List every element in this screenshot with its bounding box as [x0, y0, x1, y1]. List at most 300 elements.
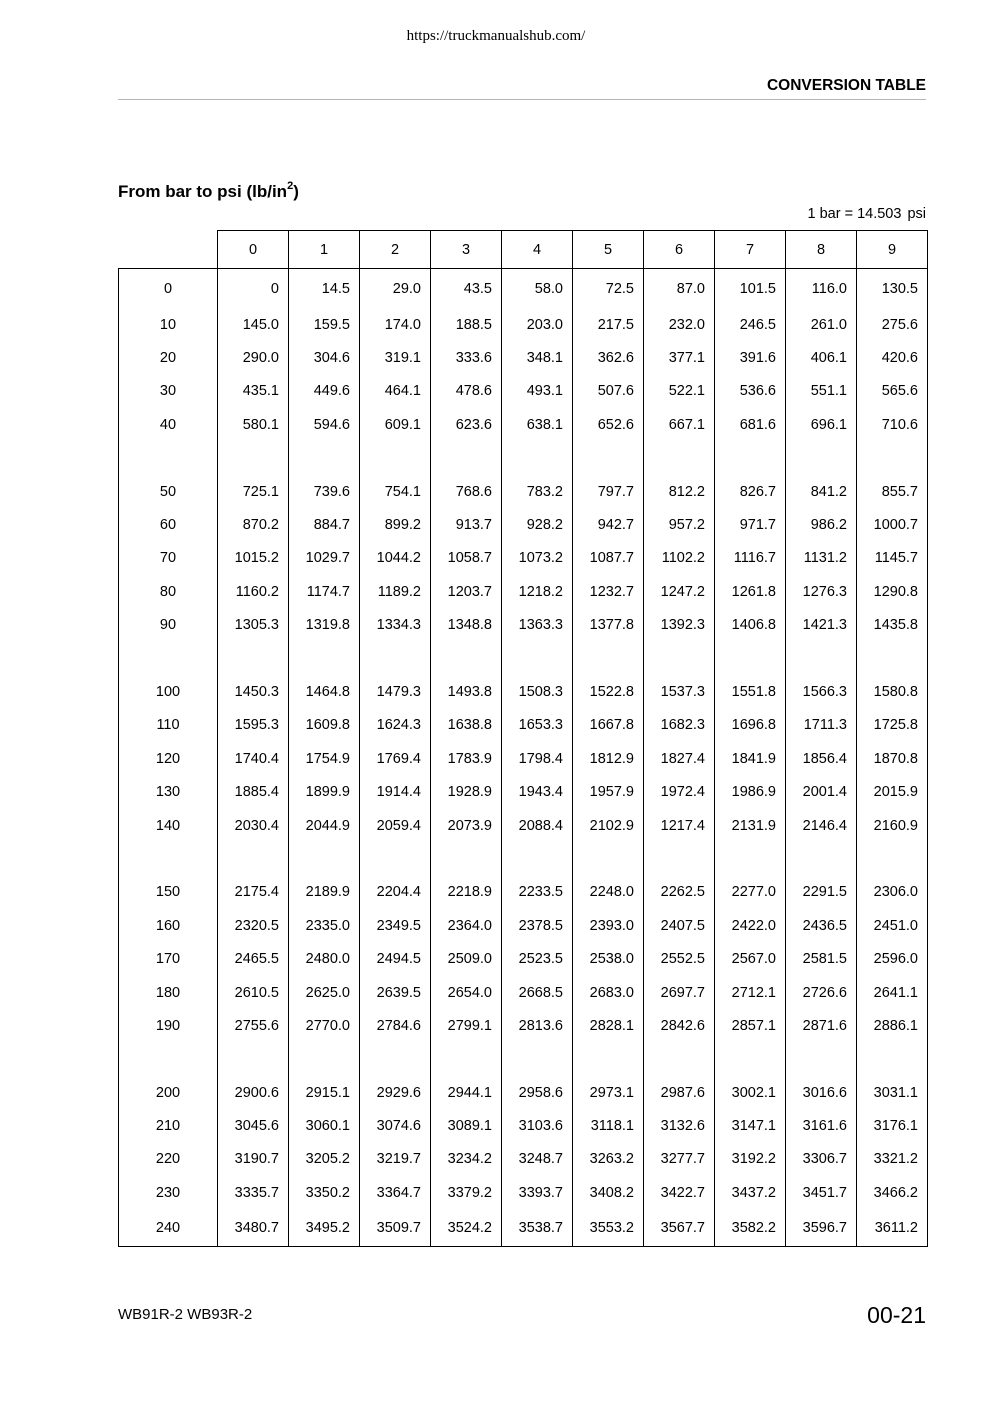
table-cell: 2451.0: [857, 909, 928, 942]
column-header: 3: [431, 231, 502, 269]
table-cell: 3480.7: [218, 1210, 289, 1247]
table-cell: 536.6: [715, 375, 786, 408]
spacer-cell: [289, 1043, 360, 1076]
table-cell: 1377.8: [573, 609, 644, 642]
row-label: 100: [119, 675, 218, 708]
spacer-cell: [431, 842, 502, 875]
table-cell: 478.6: [431, 375, 502, 408]
table-cell: 3161.6: [786, 1109, 857, 1142]
row-label: 120: [119, 742, 218, 775]
table-cell: 2915.1: [289, 1076, 360, 1109]
table-cell: 1247.2: [644, 575, 715, 608]
row-label: 180: [119, 976, 218, 1009]
table-cell: 1928.9: [431, 775, 502, 808]
row-label: 220: [119, 1143, 218, 1176]
table-cell: 1087.7: [573, 542, 644, 575]
table-cell: 1145.7: [857, 542, 928, 575]
table-cell: 1479.3: [360, 675, 431, 708]
factor-unit: psi: [907, 206, 926, 222]
table-cell: 2842.6: [644, 1009, 715, 1042]
table-cell: 3060.1: [289, 1109, 360, 1142]
table-cell: 2857.1: [715, 1009, 786, 1042]
table-cell: 2465.5: [218, 942, 289, 975]
table-cell: 2538.0: [573, 942, 644, 975]
table-cell: 2625.0: [289, 976, 360, 1009]
spacer-cell: [119, 1043, 218, 1076]
table-cell: 1073.2: [502, 542, 573, 575]
table-cell: 2813.6: [502, 1009, 573, 1042]
table-cell: 2958.6: [502, 1076, 573, 1109]
table-cell: 1174.7: [289, 575, 360, 608]
table-cell: 1595.3: [218, 709, 289, 742]
table-cell: 580.1: [218, 408, 289, 441]
table-cell: 2509.0: [431, 942, 502, 975]
table-row: [119, 775, 928, 808]
row-label: 150: [119, 876, 218, 909]
table-cell: 1537.3: [644, 675, 715, 708]
table-cell: 464.1: [360, 375, 431, 408]
table-cell: 1725.8: [857, 709, 928, 742]
table-cell: 1580.8: [857, 675, 928, 708]
table-cell: 609.1: [360, 408, 431, 441]
table-cell: 2364.0: [431, 909, 502, 942]
table-cell: 681.6: [715, 408, 786, 441]
table-cell: 3611.2: [857, 1210, 928, 1247]
table-cell: 1624.3: [360, 709, 431, 742]
column-header: 1: [289, 231, 360, 269]
table-cell: 261.0: [786, 308, 857, 341]
table-cell: 2712.1: [715, 976, 786, 1009]
table-cell: 3031.1: [857, 1076, 928, 1109]
table-cell: 2030.4: [218, 809, 289, 842]
table-row: [119, 1109, 928, 1142]
spacer-cell: [431, 442, 502, 475]
table-cell: 1464.8: [289, 675, 360, 708]
table-cell: 870.2: [218, 508, 289, 541]
table-cell: 1160.2: [218, 575, 289, 608]
row-label: 110: [119, 709, 218, 742]
table-cell: 116.0: [786, 269, 857, 309]
spacer-cell: [119, 842, 218, 875]
table-cell: 2641.1: [857, 976, 928, 1009]
table-cell: 1348.8: [431, 609, 502, 642]
table-row: [119, 809, 928, 842]
table-cell: 3045.6: [218, 1109, 289, 1142]
table-cell: 2102.9: [573, 809, 644, 842]
table-cell: 3248.7: [502, 1143, 573, 1176]
table-cell: 1740.4: [218, 742, 289, 775]
row-label: 190: [119, 1009, 218, 1042]
table-cell: 1363.3: [502, 609, 573, 642]
table-cell: 3350.2: [289, 1176, 360, 1209]
table-cell: 2160.9: [857, 809, 928, 842]
table-cell: 3118.1: [573, 1109, 644, 1142]
row-label: 60: [119, 508, 218, 541]
table-cell: 2944.1: [431, 1076, 502, 1109]
table-cell: 130.5: [857, 269, 928, 309]
spacer-cell: [431, 642, 502, 675]
table-cell: 855.7: [857, 475, 928, 508]
table-cell: 1653.3: [502, 709, 573, 742]
table-cell: 2987.6: [644, 1076, 715, 1109]
conversion-table: [118, 230, 928, 1247]
table-cell: 3524.2: [431, 1210, 502, 1247]
table-cell: 72.5: [573, 269, 644, 309]
spacer-cell: [857, 442, 928, 475]
table-cell: 2581.5: [786, 942, 857, 975]
table-cell: 1943.4: [502, 775, 573, 808]
table-cell: 2248.0: [573, 876, 644, 909]
table-cell: 754.1: [360, 475, 431, 508]
table-cell: 1696.8: [715, 709, 786, 742]
table-cell: 3379.2: [431, 1176, 502, 1209]
table-cell: 1754.9: [289, 742, 360, 775]
table-cell: 3495.2: [289, 1210, 360, 1247]
table-cell: 232.0: [644, 308, 715, 341]
table-cell: 1406.8: [715, 609, 786, 642]
table-row: [119, 308, 928, 341]
table-cell: 1769.4: [360, 742, 431, 775]
table-cell: 1812.9: [573, 742, 644, 775]
row-label: 50: [119, 475, 218, 508]
table-cell: 2973.1: [573, 1076, 644, 1109]
group-spacer: [119, 642, 928, 675]
table-cell: 942.7: [573, 508, 644, 541]
spacer-cell: [715, 642, 786, 675]
table-cell: 3451.7: [786, 1176, 857, 1209]
table-row: [119, 942, 928, 975]
column-header: 7: [715, 231, 786, 269]
table-cell: 667.1: [644, 408, 715, 441]
table-cell: 2596.0: [857, 942, 928, 975]
table-cell: 2929.6: [360, 1076, 431, 1109]
table-cell: 290.0: [218, 341, 289, 374]
table-cell: 2059.4: [360, 809, 431, 842]
table-cell: 3205.2: [289, 1143, 360, 1176]
table-cell: 145.0: [218, 308, 289, 341]
table-cell: 1334.3: [360, 609, 431, 642]
spacer-cell: [786, 842, 857, 875]
factor-text: 1 bar = 14.503: [807, 206, 902, 222]
table-cell: 2900.6: [218, 1076, 289, 1109]
table-row: [119, 269, 928, 309]
table-row: [119, 742, 928, 775]
table-cell: 3335.7: [218, 1176, 289, 1209]
table-cell: 3103.6: [502, 1109, 573, 1142]
table-cell: 3263.2: [573, 1143, 644, 1176]
table-row: [119, 976, 928, 1009]
table-cell: 1058.7: [431, 542, 502, 575]
spacer-cell: [502, 842, 573, 875]
table-cell: 3190.7: [218, 1143, 289, 1176]
table-cell: 1290.8: [857, 575, 928, 608]
table-cell: 1131.2: [786, 542, 857, 575]
row-label: 170: [119, 942, 218, 975]
table-cell: 1972.4: [644, 775, 715, 808]
table-cell: 1885.4: [218, 775, 289, 808]
group-spacer: [119, 442, 928, 475]
table-row: [119, 341, 928, 374]
column-header: 2: [360, 231, 431, 269]
spacer-cell: [573, 1043, 644, 1076]
table-row: [119, 1009, 928, 1042]
column-header: 8: [786, 231, 857, 269]
table-cell: 3132.6: [644, 1109, 715, 1142]
row-label: 30: [119, 375, 218, 408]
table-cell: 2567.0: [715, 942, 786, 975]
spacer-cell: [502, 1043, 573, 1076]
table-cell: 565.6: [857, 375, 928, 408]
table-cell: 362.6: [573, 341, 644, 374]
table-cell: 2436.5: [786, 909, 857, 942]
table-cell: 2088.4: [502, 809, 573, 842]
table-cell: 2726.6: [786, 976, 857, 1009]
table-cell: 3582.2: [715, 1210, 786, 1247]
column-header: 4: [502, 231, 573, 269]
table-cell: 1609.8: [289, 709, 360, 742]
table-cell: 435.1: [218, 375, 289, 408]
table-cell: 986.2: [786, 508, 857, 541]
table-cell: 2378.5: [502, 909, 573, 942]
spacer-cell: [786, 642, 857, 675]
table-cell: 2683.0: [573, 976, 644, 1009]
table-cell: 1957.9: [573, 775, 644, 808]
heading-superscript: 2: [287, 180, 294, 192]
table-cell: 203.0: [502, 308, 573, 341]
table-cell: 507.6: [573, 375, 644, 408]
spacer-cell: [218, 642, 289, 675]
table-cell: 841.2: [786, 475, 857, 508]
table-cell: 768.6: [431, 475, 502, 508]
table-row: [119, 675, 928, 708]
table-cell: 928.2: [502, 508, 573, 541]
table-cell: 913.7: [431, 508, 502, 541]
spacer-cell: [644, 442, 715, 475]
table-cell: 1217.4: [644, 809, 715, 842]
table-cell: 391.6: [715, 341, 786, 374]
table-cell: 2189.9: [289, 876, 360, 909]
table-cell: 3089.1: [431, 1109, 502, 1142]
spacer-cell: [786, 1043, 857, 1076]
table-cell: 2204.4: [360, 876, 431, 909]
row-label: 140: [119, 809, 218, 842]
row-label: 70: [119, 542, 218, 575]
table-cell: 2335.0: [289, 909, 360, 942]
table-row: [119, 508, 928, 541]
table-cell: 1856.4: [786, 742, 857, 775]
table-cell: 3306.7: [786, 1143, 857, 1176]
table-cell: 348.1: [502, 341, 573, 374]
table-cell: 3553.2: [573, 1210, 644, 1247]
table-cell: 304.6: [289, 341, 360, 374]
table-cell: 1392.3: [644, 609, 715, 642]
table-cell: 826.7: [715, 475, 786, 508]
table-row: [119, 876, 928, 909]
table-cell: 2146.4: [786, 809, 857, 842]
table-cell: 2218.9: [431, 876, 502, 909]
spacer-cell: [360, 1043, 431, 1076]
row-label: 40: [119, 408, 218, 441]
spacer-cell: [289, 642, 360, 675]
column-header: 9: [857, 231, 928, 269]
table-row: [119, 909, 928, 942]
column-header: 6: [644, 231, 715, 269]
table-cell: 58.0: [502, 269, 573, 309]
table-cell: 1667.8: [573, 709, 644, 742]
table-cell: 1116.7: [715, 542, 786, 575]
table-cell: 522.1: [644, 375, 715, 408]
table-cell: 1189.2: [360, 575, 431, 608]
table-cell: 884.7: [289, 508, 360, 541]
row-label: 240: [119, 1210, 218, 1247]
table-cell: 1276.3: [786, 575, 857, 608]
spacer-cell: [715, 1043, 786, 1076]
table-row: [119, 375, 928, 408]
table-cell: 493.1: [502, 375, 573, 408]
spacer-cell: [502, 642, 573, 675]
spacer-cell: [715, 842, 786, 875]
table-cell: 1435.8: [857, 609, 928, 642]
table-cell: 1421.3: [786, 609, 857, 642]
spacer-cell: [644, 642, 715, 675]
table-cell: 2886.1: [857, 1009, 928, 1042]
table-cell: 101.5: [715, 269, 786, 309]
spacer-cell: [573, 442, 644, 475]
table-cell: 2828.1: [573, 1009, 644, 1042]
table-cell: 3364.7: [360, 1176, 431, 1209]
table-cell: 246.5: [715, 308, 786, 341]
section-title: CONVERSION TABLE: [766, 77, 926, 94]
row-label: 10: [119, 308, 218, 341]
table-cell: 2610.5: [218, 976, 289, 1009]
table-cell: 188.5: [431, 308, 502, 341]
table-cell: 2552.5: [644, 942, 715, 975]
header-divider: [118, 99, 926, 100]
table-cell: 1551.8: [715, 675, 786, 708]
spacer-cell: [644, 842, 715, 875]
table-cell: 3147.1: [715, 1109, 786, 1142]
table-cell: 3393.7: [502, 1176, 573, 1209]
row-label: 210: [119, 1109, 218, 1142]
table-cell: 420.6: [857, 341, 928, 374]
spacer-cell: [119, 442, 218, 475]
table-cell: 710.6: [857, 408, 928, 441]
spacer-cell: [857, 1043, 928, 1076]
table-cell: 1218.2: [502, 575, 573, 608]
table-cell: 1798.4: [502, 742, 573, 775]
table-cell: 2131.9: [715, 809, 786, 842]
table-cell: 1986.9: [715, 775, 786, 808]
table-cell: 2523.5: [502, 942, 573, 975]
table-cell: 3538.7: [502, 1210, 573, 1247]
table-cell: 1319.8: [289, 609, 360, 642]
heading-text: From bar to psi (lb/in: [118, 182, 288, 201]
source-url: https://truckmanualshub.com/: [406, 28, 586, 44]
page-number: 00-21: [867, 1302, 926, 1328]
table-cell: 2320.5: [218, 909, 289, 942]
row-label: 90: [119, 609, 218, 642]
table-cell: 638.1: [502, 408, 573, 441]
spacer-cell: [857, 842, 928, 875]
table-cell: 2697.7: [644, 976, 715, 1009]
table-cell: 2494.5: [360, 942, 431, 975]
table-cell: 3437.2: [715, 1176, 786, 1209]
table-cell: 1841.9: [715, 742, 786, 775]
table-cell: 3596.7: [786, 1210, 857, 1247]
model-label: WB91R-2 WB93R-2: [118, 1306, 253, 1323]
table-cell: 3219.7: [360, 1143, 431, 1176]
spacer-cell: [360, 842, 431, 875]
table-heading: [118, 182, 299, 202]
table-cell: 623.6: [431, 408, 502, 441]
column-header: 5: [573, 231, 644, 269]
table-row: [119, 609, 928, 642]
table-cell: 1899.9: [289, 775, 360, 808]
table-cell: 594.6: [289, 408, 360, 441]
table-cell: 2422.0: [715, 909, 786, 942]
table-cell: 2770.0: [289, 1009, 360, 1042]
table-row: [119, 1076, 928, 1109]
table-cell: 1493.8: [431, 675, 502, 708]
table-cell: 2799.1: [431, 1009, 502, 1042]
table-cell: 217.5: [573, 308, 644, 341]
spacer-cell: [218, 842, 289, 875]
table-cell: 87.0: [644, 269, 715, 309]
table-cell: 2001.4: [786, 775, 857, 808]
table-cell: 2015.9: [857, 775, 928, 808]
table-cell: 2073.9: [431, 809, 502, 842]
table-cell: 1450.3: [218, 675, 289, 708]
table-cell: 3016.6: [786, 1076, 857, 1109]
table-cell: 319.1: [360, 341, 431, 374]
table-cell: 783.2: [502, 475, 573, 508]
table-cell: 2668.5: [502, 976, 573, 1009]
spacer-cell: [289, 442, 360, 475]
table-cell: 3567.7: [644, 1210, 715, 1247]
spacer-cell: [573, 842, 644, 875]
spacer-cell: [218, 442, 289, 475]
table-cell: 3002.1: [715, 1076, 786, 1109]
spacer-cell: [857, 642, 928, 675]
spacer-cell: [502, 442, 573, 475]
table-cell: 1029.7: [289, 542, 360, 575]
spacer-cell: [119, 642, 218, 675]
table-cell: 2175.4: [218, 876, 289, 909]
column-header: 0: [218, 231, 289, 269]
table-cell: 725.1: [218, 475, 289, 508]
table-cell: 406.1: [786, 341, 857, 374]
table-cell: 43.5: [431, 269, 502, 309]
table-cell: 1682.3: [644, 709, 715, 742]
table-cell: 551.1: [786, 375, 857, 408]
table-cell: 2871.6: [786, 1009, 857, 1042]
table-cell: 1232.7: [573, 575, 644, 608]
row-label: 20: [119, 341, 218, 374]
table-cell: 971.7: [715, 508, 786, 541]
spacer-cell: [360, 442, 431, 475]
table-cell: 275.6: [857, 308, 928, 341]
table-row: [119, 709, 928, 742]
table-cell: 3074.6: [360, 1109, 431, 1142]
row-label: 0: [119, 269, 218, 309]
table-cell: 3176.1: [857, 1109, 928, 1142]
table-cell: 1638.8: [431, 709, 502, 742]
table-cell: 2306.0: [857, 876, 928, 909]
heading-close: ): [293, 182, 299, 201]
column-header-row: [119, 231, 928, 269]
table-cell: 652.6: [573, 408, 644, 441]
table-cell: 1711.3: [786, 709, 857, 742]
